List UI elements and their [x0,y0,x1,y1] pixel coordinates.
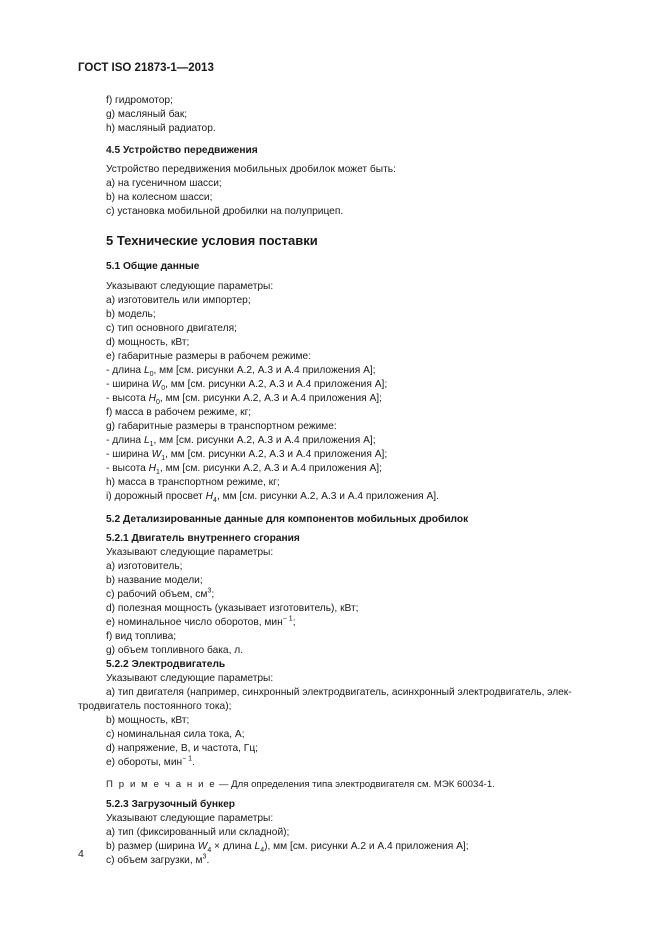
page-number: 4 [78,848,84,860]
dimension-item: - длина $L_1$, мм [см. рисунки А.2, А.3 и А.4 приложения А]; [106,435,376,449]
list-item: a) тип двигателя (например, синхронный электродвигатель, асинхронный электродвигатель, элек- [106,687,572,698]
list-item: f) вид топлива; [106,631,177,642]
list-item: e) габаритные размеры в рабочем режиме: [106,351,312,362]
list-item: c) объем загрузки, $м^3$. [106,853,210,866]
paragraph: Указывают следующие параметры: [106,547,274,558]
list-item: b) модель; [106,309,156,320]
list-item: i) дорожный просвет $H_4$, мм [см. рисунки А.2, А.3 и А.4 приложения А]. [106,491,439,505]
list-item: c) установка мобильной дробилки на полуприцеп. [106,206,344,217]
section-heading-5-2-1: 5.2.1 Двигатель внутреннего сгорания [106,533,300,544]
list-item-continuation: тродвигатель постоянного тока); [78,701,232,712]
section-heading-5-1: 5.1 Общие данные [106,261,200,272]
list-item: h) масляный радиатор. [106,123,216,134]
list-item: c) тип основного двигателя; [106,323,237,334]
section-heading-5-2: 5.2 Детализированные данные для компонентов мобильных дробилок [106,514,469,525]
paragraph: Указывают следующие параметры: [106,673,274,684]
list-item: h) масса в транспортном режиме, кг; [106,477,280,488]
dimension-item: - ширина $W_1$, мм [см. рисунки А.2, А.3 и А.4 приложения А]; [106,449,388,463]
list-item: d) полезная мощность (указывает изготовитель), кВт; [106,603,359,614]
list-item: g) объем топливного бака, л. [106,645,244,656]
list-item: b) название модели; [106,575,203,586]
document-header: ГОСТ ISO 21873-1—2013 [78,62,214,74]
list-item: e) обороты, мин$^{- 1}$. [106,755,195,768]
list-item: a) тип (фиксированный или складной); [106,827,290,838]
paragraph: Указывают следующие параметры: [106,281,274,292]
section-heading-5-2-3: 5.2.3 Загрузочный бункер [106,799,236,810]
list-item: f) масса в рабочем режиме, кг; [106,407,252,418]
section-heading-4-5: 4.5 Устройство передвижения [106,145,258,156]
dimension-item: - ширина $W_0$, мм [см. рисунки А.2, А.3 и А.4 приложения А]; [106,379,388,393]
list-item: c) номинальная сила тока, А; [106,729,245,740]
list-item: g) габаритные размеры в транспортном режиме: [106,421,337,432]
list-item: d) мощность, кВт; [106,337,190,348]
list-item: b) на колесном шасси; [106,192,213,203]
list-item: c) рабочий объем, $см^3$; [106,587,215,600]
list-item: g) масляный бак; [106,109,188,120]
section-heading-5-2-2: 5.2.2 Электродвигатель [106,659,226,670]
note: П р и м е ч а н и е — Для определения типа электродвигателя см. МЭК 60034-1. [106,779,495,790]
dimension-item: - длина $L_0$, мм [см. рисунки А.2, А.3 и А.4 приложения А]; [106,365,376,379]
section-heading-5: 5 Технические условия поставки [106,233,318,248]
dimension-item: - высота $H_1$, мм [см. рисунки А.2, А.3 и А.4 приложения А]; [106,463,382,477]
list-item: b) размер (ширина $W_4$ × длина $L_4$), мм [см. рисунки А.2 и А.4 приложения А]; [106,841,469,855]
list-item: f) гидромотор; [106,95,173,106]
list-item: a) на гусеничном шасси; [106,178,222,189]
list-item: a) изготовитель или импортер; [106,295,251,306]
paragraph: Указывают следующие параметры: [106,813,274,824]
list-item: b) мощность, кВт; [106,715,190,726]
list-item: e) номинальное число оборотов, мин$^{- 1}$; [106,615,296,628]
dimension-item: - высота $H_0$, мм [см. рисунки А.2, А.3 и А.4 приложения А]; [106,393,382,407]
list-item: d) напряжение, В, и частота, Гц; [106,743,258,754]
note-label: П р и м е ч а н и е [106,779,217,790]
paragraph: Устройство передвижения мобильных дробилок может быть: [106,164,396,175]
list-item: a) изготовитель; [106,561,183,572]
